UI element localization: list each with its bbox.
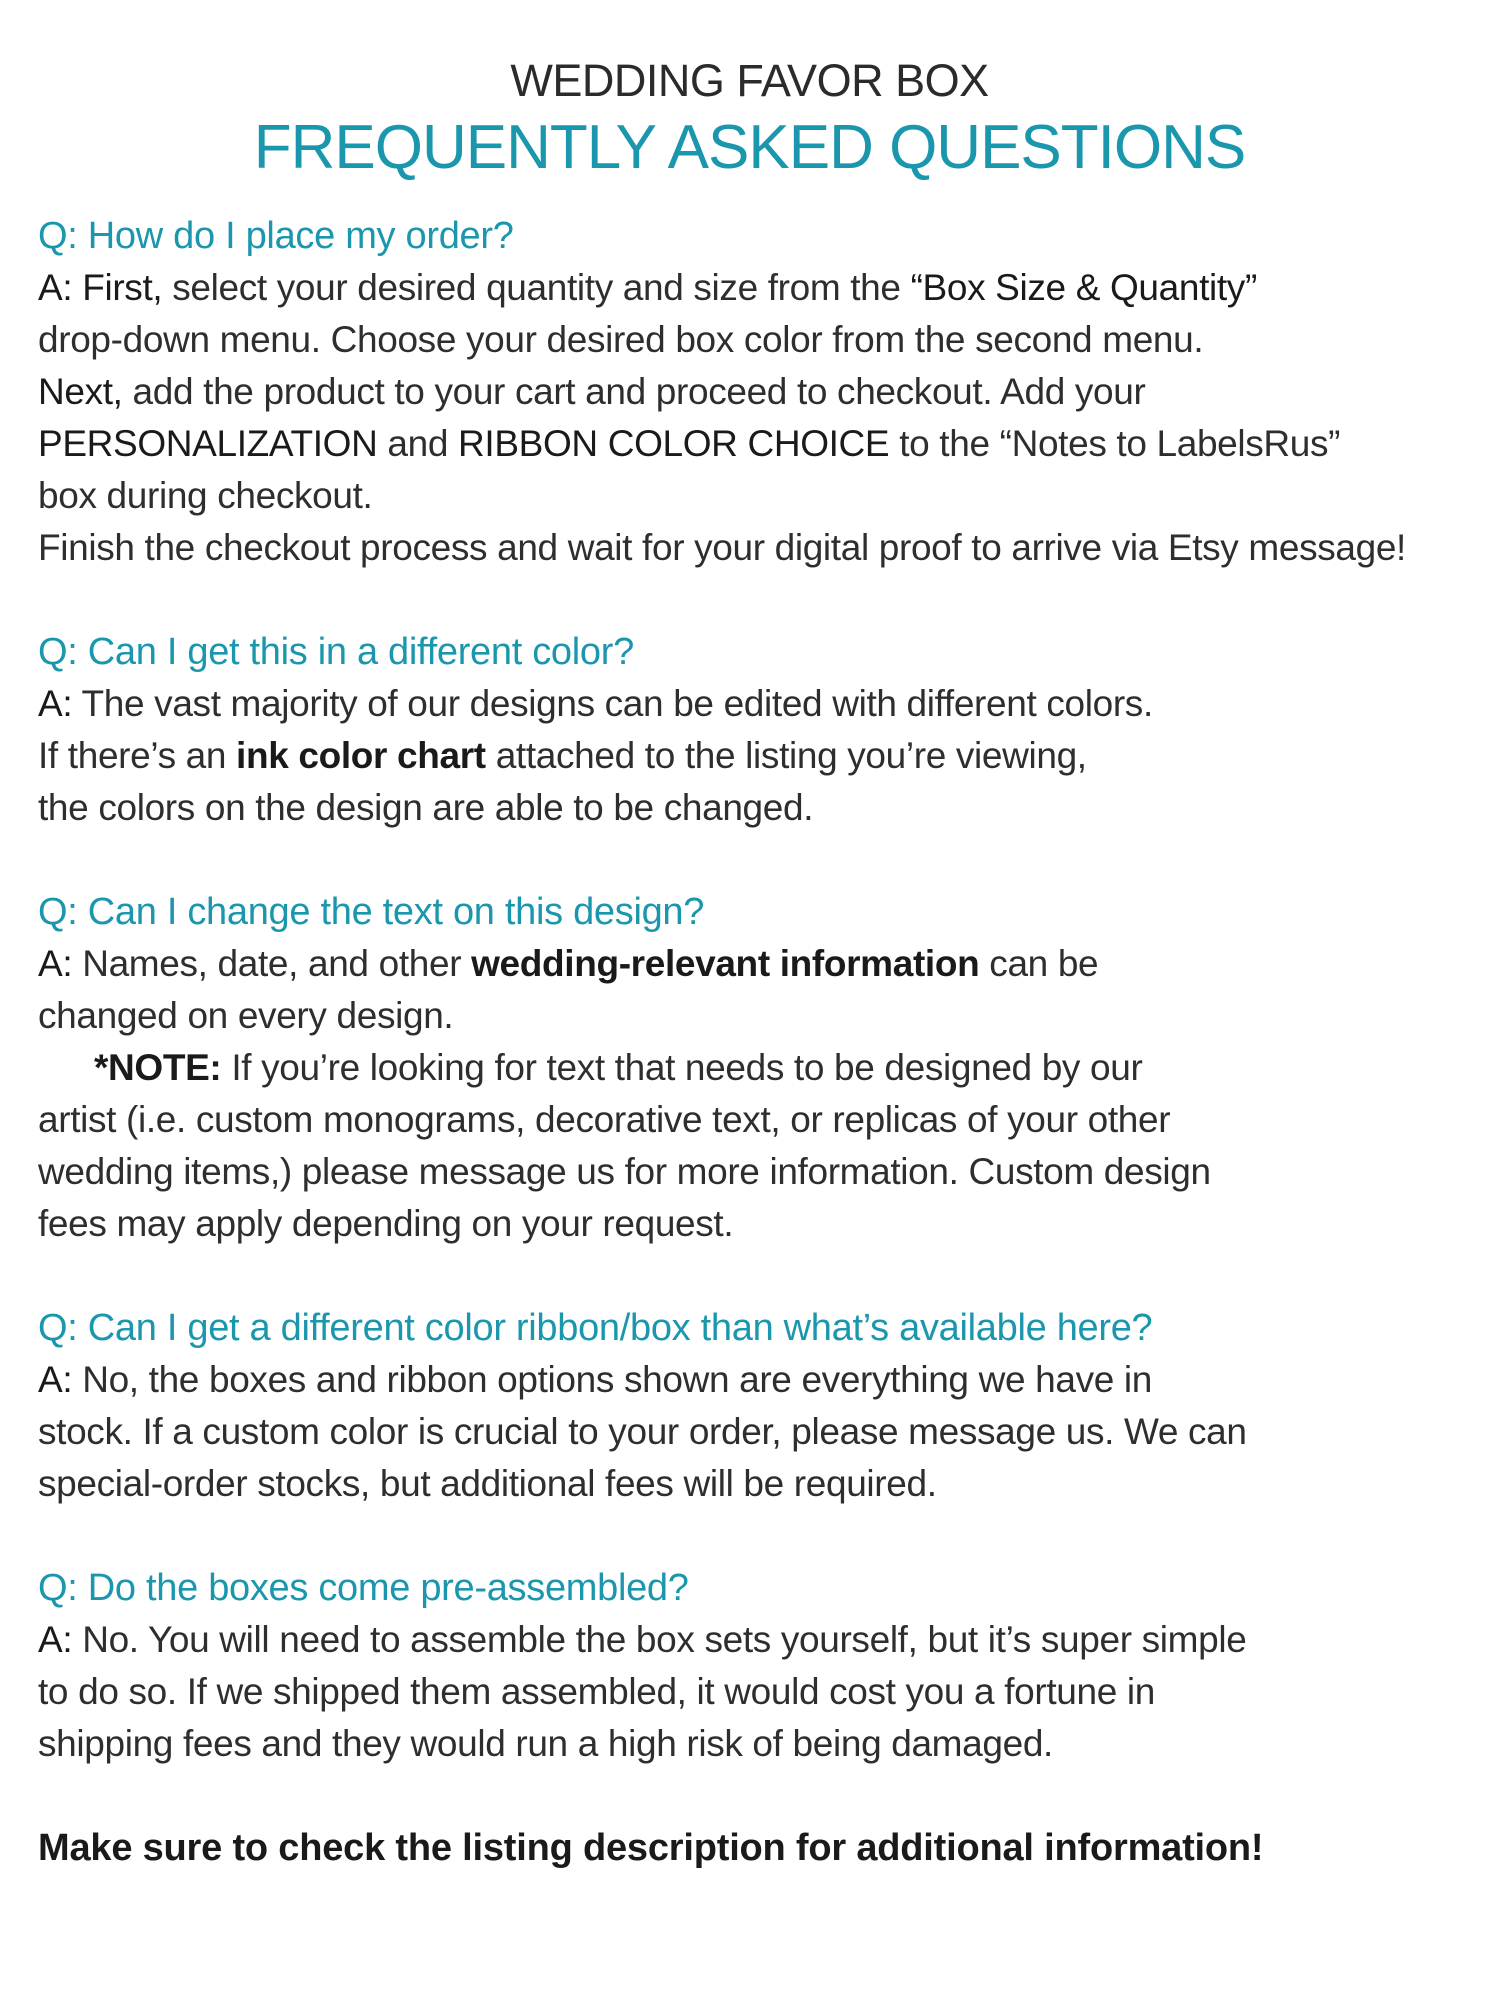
faq-item-change-text: [38, 886, 1447, 1250]
answer-line: special-order stocks, but additional fees will be required.: [38, 1463, 937, 1504]
answer-line: artist (i.e. custom monograms, decorative text, or replicas of your other: [38, 1099, 1171, 1140]
faq-item-different-color: [38, 626, 1447, 834]
answer-line: the colors on the design are able to be changed.: [38, 787, 814, 828]
answer-emphasis: ink color chart: [236, 735, 486, 776]
answer-line: to do so. If we shipped them assembled, it would cost you a fortune in: [38, 1671, 1155, 1712]
answer-line: [38, 366, 1447, 418]
answer-text: and: [377, 423, 459, 464]
answer-text: No, the boxes and ribbon options shown are everything we have in: [72, 1359, 1152, 1400]
page-title: FREQUENTLY ASKED QUESTIONS: [253, 113, 1246, 182]
answer-text: If there’s an: [38, 735, 237, 776]
answer-text: No. You will need to assemble the box sets yourself, but it’s super simple: [72, 1619, 1247, 1660]
faq-answer: [38, 678, 1447, 834]
answer-line: [38, 418, 1447, 470]
page-subtitle: WEDDING FAVOR BOX: [510, 55, 989, 106]
answer-text: to the “Notes to LabelsRus”: [889, 423, 1341, 464]
answer-label: A:: [38, 267, 73, 308]
answer-line: drop-down menu. Choose your desired box color from the second menu.: [38, 319, 1204, 360]
answer-emphasis: wedding-relevant information: [471, 943, 980, 984]
answer-text: If you’re looking for text that needs to be designed by our: [221, 1047, 1143, 1088]
answer-text: Names, date, and other: [72, 943, 472, 984]
answer-label: A:: [38, 943, 73, 984]
faq-item-place-order: [38, 210, 1447, 574]
answer-emphasis: RIBBON COLOR CHOICE: [458, 423, 890, 464]
answer-line: changed on every design.: [38, 995, 454, 1036]
faq-list: [38, 210, 1447, 1770]
faq-question: Q: Can I change the text on this design?: [38, 891, 705, 933]
faq-answer: [38, 1354, 1447, 1510]
answer-line: fees may apply depending on your request.: [38, 1203, 734, 1244]
answer-text: add the product to your cart and proceed to checkout. Add your: [122, 371, 1146, 412]
answer-emphasis: “Box Size & Quantity”: [910, 267, 1257, 308]
answer-line: [38, 730, 1447, 782]
answer-text: can be: [979, 943, 1099, 984]
faq-answer: [38, 262, 1447, 574]
answer-text: select your desired quantity and size from the: [162, 267, 911, 308]
answer-line: [38, 678, 1447, 730]
faq-answer: [38, 1614, 1447, 1770]
answer-emphasis: Next,: [38, 371, 123, 412]
answer-line: [38, 1042, 1447, 1094]
answer-label: A:: [38, 1619, 73, 1660]
faq-question: Q: Can I get a different color ribbon/box than what’s available here?: [38, 1307, 1153, 1349]
answer-label: A:: [38, 683, 73, 724]
faq-question: Q: How do I place my order?: [38, 215, 514, 257]
answer-emphasis: PERSONALIZATION: [38, 423, 378, 464]
answer-line: stock. If a custom color is crucial to your order, please message us. We can: [38, 1411, 1247, 1452]
answer-text: attached to the listing you’re viewing,: [485, 735, 1087, 776]
faq-question: Q: Can I get this in a different color?: [38, 631, 634, 673]
answer-label: A:: [38, 1359, 73, 1400]
footer-note: Make sure to check the listing description for additional information!: [38, 1827, 1264, 1869]
answer-line: [38, 938, 1447, 990]
page-header: [52, 52, 1447, 184]
answer-line: shipping fees and they would run a high risk of being damaged.: [38, 1723, 1053, 1764]
answer-line: box during checkout.: [38, 475, 373, 516]
answer-text: The vast majority of our designs can be edited with different colors.: [72, 683, 1153, 724]
answer-emphasis: First,: [82, 267, 163, 308]
answer-line: Finish the checkout process and wait for your digital proof to arrive via Etsy message!: [38, 527, 1406, 568]
faq-item-ribbon-box-color: [38, 1302, 1447, 1510]
answer-line: [38, 1354, 1447, 1406]
answer-line: [38, 262, 1447, 314]
faq-question: Q: Do the boxes come pre-assembled?: [38, 1567, 689, 1609]
faq-answer: [38, 938, 1447, 1250]
answer-line: wedding items,) please message us for more information. Custom design: [38, 1151, 1211, 1192]
answer-line: [38, 1614, 1447, 1666]
note-label: *NOTE:: [94, 1047, 222, 1088]
faq-item-pre-assembled: [38, 1562, 1447, 1770]
